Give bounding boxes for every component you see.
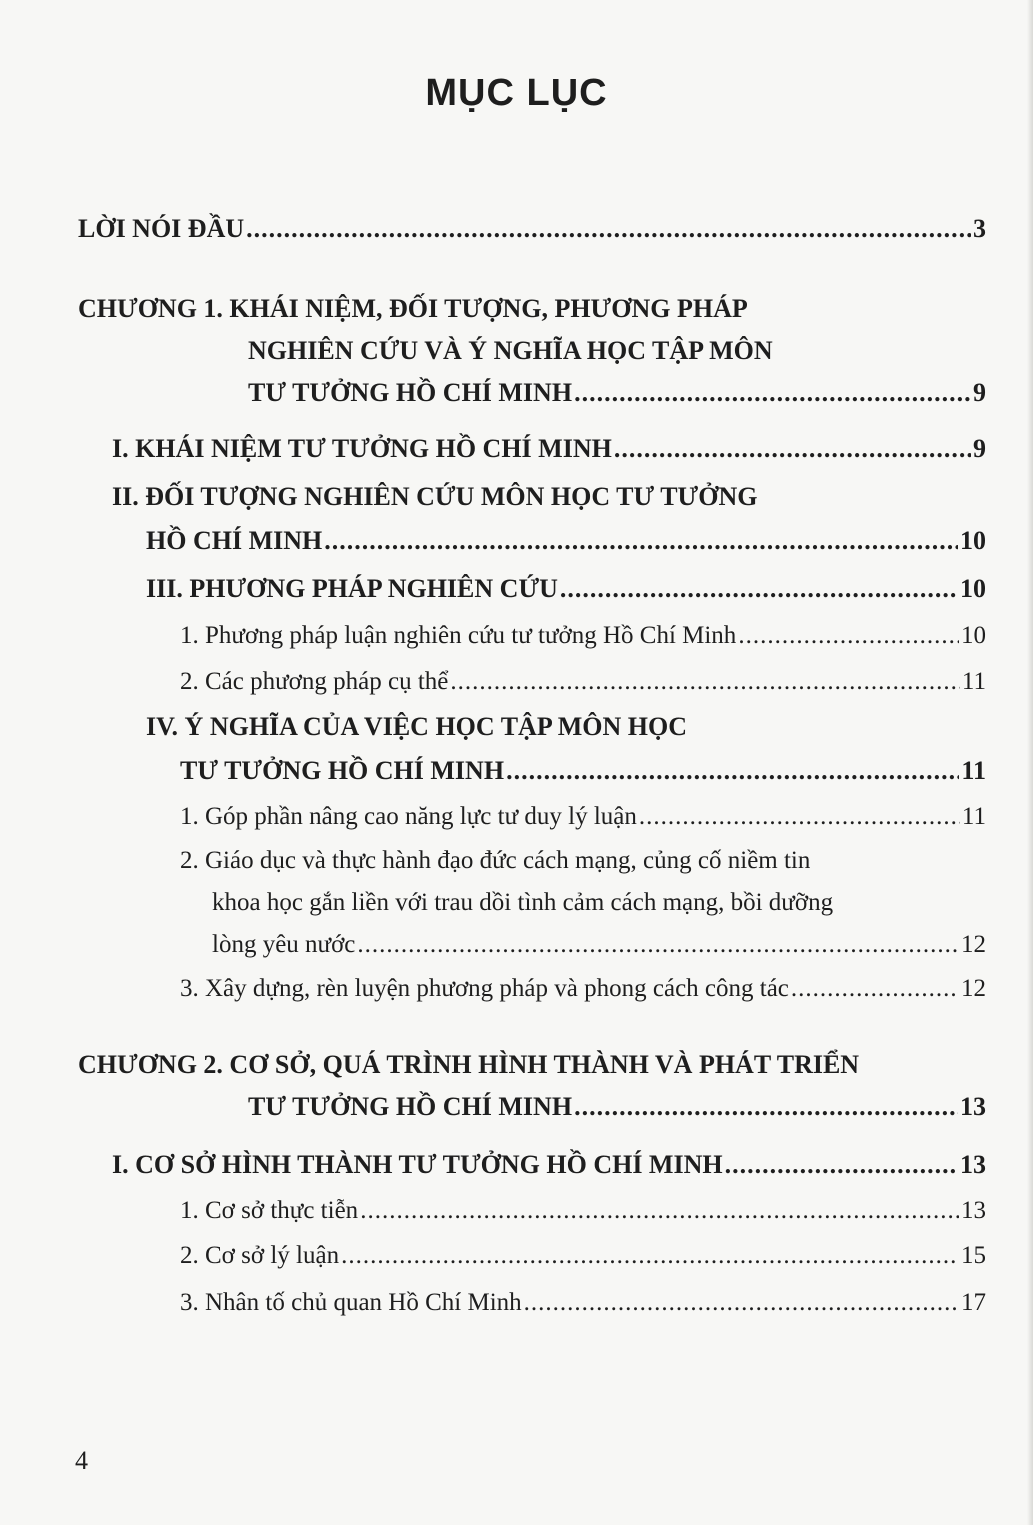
dot-leader [360, 1197, 959, 1225]
toc-page-number: 11 [961, 756, 986, 785]
page-title: MỤC LỤC [425, 72, 608, 114]
dot-leader [524, 1289, 959, 1317]
toc-entry-text: 2. Cơ sở lý luận [180, 1242, 340, 1269]
dot-leader [341, 1242, 959, 1270]
toc-page-number: 17 [961, 1289, 986, 1316]
toc-entry-chapter-1-line-2: NGHIÊN CỨU VÀ Ý NGHĨA HỌC TẬP MÔN [248, 336, 773, 365]
dot-leader [506, 756, 959, 786]
toc-page-number: 15 [961, 1242, 986, 1269]
toc-page-number: 12 [961, 931, 986, 958]
toc-entry-subsection-line-2: khoa học gắn liền với trau dồi tình cảm cách mạng, bồi dưỡng [212, 889, 834, 916]
toc-entry-section-1-3 [146, 574, 986, 604]
toc-entry-chapter-2-line-2 [248, 1092, 986, 1122]
dot-leader [574, 378, 971, 408]
toc-entry-text: 1. Cơ sở thực tiễn [180, 1197, 359, 1224]
toc-entry-text: HỒ CHÍ MINH [146, 526, 323, 555]
toc-entry-text: III. PHƯƠNG PHÁP NGHIÊN CỨU [146, 574, 558, 603]
toc-page-number: 3 [973, 214, 986, 243]
toc-entry-text: 3. Nhân tố chủ quan Hồ Chí Minh [180, 1289, 522, 1316]
toc-entry-text: I. CƠ SỞ HÌNH THÀNH TƯ TƯỞNG HỒ CHÍ MINH [112, 1150, 723, 1179]
toc-entry-section-1-2-line-1: II. ĐỐI TƯỢNG NGHIÊN CỨU MÔN HỌC TƯ TƯỞNG [112, 482, 758, 511]
toc-page-number: 13 [961, 1197, 986, 1224]
toc-entry-subsection [180, 1289, 986, 1317]
dot-leader [246, 214, 971, 244]
toc-entry-text: I. KHÁI NIỆM TƯ TƯỞNG HỒ CHÍ MINH [112, 434, 612, 463]
dot-leader [560, 574, 958, 604]
toc-entry-text: TƯ TƯỞNG HỒ CHÍ MINH [180, 756, 505, 785]
toc-entry-subsection [180, 803, 986, 831]
toc-entry-chapter-1-line-1: CHƯƠNG 1. KHÁI NIỆM, ĐỐI TƯỢNG, PHƯƠNG PHÁP [78, 294, 748, 323]
dot-leader [738, 622, 959, 650]
toc-entry-subsection-line-3 [212, 931, 986, 959]
toc-page-number: 13 [960, 1150, 986, 1179]
page-edge-shadow [1027, 0, 1033, 1525]
dot-leader [725, 1150, 958, 1180]
dot-leader [574, 1092, 958, 1122]
dot-leader [791, 975, 959, 1003]
toc-page-number: 10 [961, 622, 986, 649]
dot-leader [450, 668, 960, 696]
toc-page-number: 10 [960, 526, 986, 555]
toc-page-number: 11 [961, 668, 986, 695]
dot-leader [639, 803, 960, 831]
toc-entry-text: TƯ TƯỞNG HỒ CHÍ MINH [248, 378, 573, 407]
toc-entry-subsection [180, 668, 986, 696]
toc-entry-chapter-2-line-1: CHƯƠNG 2. CƠ SỞ, QUÁ TRÌNH HÌNH THÀNH VÀ PHÁT TRIỂN [78, 1050, 860, 1079]
toc-entry-section-2-1 [112, 1150, 986, 1180]
toc-page-number: 11 [961, 803, 986, 830]
toc-entry-text: 2. Các phương pháp cụ thể [180, 668, 449, 695]
toc-entry-preface [78, 214, 986, 244]
toc-page-number: 9 [973, 434, 986, 463]
toc-entry-section-1-4-line-1: IV. Ý NGHĨA CỦA VIỆC HỌC TẬP MÔN HỌC [146, 712, 688, 741]
toc-page-number: 9 [973, 378, 986, 407]
toc-entry-section-1-4-line-2 [180, 756, 986, 786]
toc-entry-subsection-line-1: 2. Giáo dục và thực hành đạo đức cách mạng, củng cố niềm tin [180, 847, 811, 874]
toc-entry-subsection [180, 622, 986, 650]
toc-page-number: 13 [960, 1092, 986, 1121]
page-number: 4 [75, 1446, 88, 1475]
toc-entry-text: 3. Xây dựng, rèn luyện phương pháp và phong cách công tác [180, 975, 789, 1002]
toc-entry-text: 1. Phương pháp luận nghiên cứu tư tưởng Hồ Chí Minh [180, 622, 737, 649]
toc-page-number: 10 [960, 574, 986, 603]
toc-entry-text: TƯ TƯỞNG HỒ CHÍ MINH [248, 1092, 573, 1121]
dot-leader [614, 434, 971, 464]
toc-entry-subsection [180, 975, 986, 1003]
toc-page-number: 12 [961, 975, 986, 1002]
toc-entry-section-1-1 [112, 434, 986, 464]
toc-entry-subsection [180, 1197, 986, 1225]
toc-entry-chapter-1-line-3 [248, 378, 986, 408]
toc-entry-section-1-2-line-2 [146, 526, 986, 556]
dot-leader [357, 931, 959, 959]
toc-entry-text: 1. Góp phần nâng cao năng lực tư duy lý luận [180, 803, 637, 830]
dot-leader [324, 526, 958, 556]
toc-entry-subsection [180, 1242, 986, 1270]
toc-entry-text: lòng yêu nước [212, 931, 356, 958]
toc-entry-text: LỜI NÓI ĐẦU [78, 214, 245, 243]
